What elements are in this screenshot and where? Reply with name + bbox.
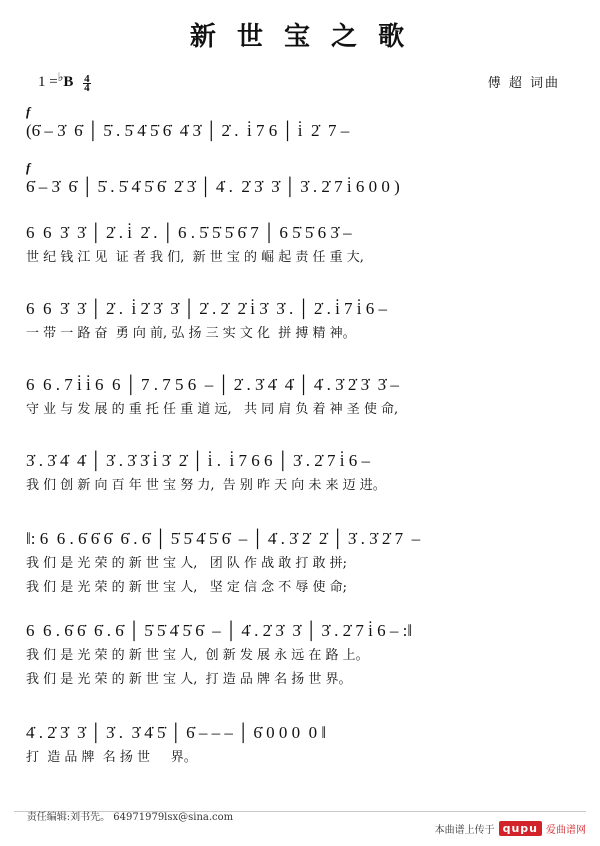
lyrics-line: 打 造 品 牌 名 扬 世 界。 — [26, 750, 197, 765]
meter-numerator: 4 — [84, 73, 90, 86]
system-coda — [26, 722, 574, 768]
key-accidental: ♭ — [57, 70, 64, 84]
dynamic-marking-f: f — [26, 104, 31, 119]
dynamic-marking-f: f — [26, 160, 31, 175]
notation-line: 6 6 . 6̇ 6̇ 6̇ . 6̇ │ 5̇ 5̇ 4̇ 5̇ 6̇ – │ 4̇ . 2̇ 3̇ 3̇ │ 3̇ . 2̇ 7 i̇ 6 – :‖ — [26, 621, 413, 640]
system-chorus-a — [26, 528, 574, 598]
notation-line: 6 6 3̇ 3̇ │ 2̇ . i̇ 2̇ 3̇ 3̇ │ 2̇ . 2̇ 2̇ i̇ 3̇ 3̇ . │ 2̇ . i̇ 7 i̇ 6 – — [26, 299, 388, 318]
system-chorus-b — [26, 620, 574, 690]
page-title: 新 世 宝 之 歌 — [189, 22, 411, 52]
lyrics-line: 世 纪 钱 江 见 证 者 我 们, 新 世 宝 的 崛 起 责 任 重 大, — [26, 250, 364, 265]
lyrics-line-verse2: 我 们 是 光 荣 的 新 世 宝 人, 坚 定 信 念 不 辱 使 命; — [26, 580, 348, 595]
notation-line: 4̇ . 2̇ 3̇ 3̇ │ 3̇ . 3̇ 4̇ 5̇ │ 6̇ – – – │ 6̇ 0 0 0 0 ‖ — [26, 723, 327, 742]
editor-name: 刘书先。 — [70, 812, 111, 823]
system-verse-1 — [26, 222, 574, 268]
editor-label: 责任编辑: — [26, 812, 71, 823]
time-signature — [83, 73, 91, 95]
key-letter: B — [63, 74, 74, 90]
upload-label: 本曲谱上传于 — [434, 825, 495, 836]
site-name: 爱曲谱网 — [546, 825, 586, 836]
lyrics-line-verse1: 我 们 是 光 荣 的 新 世 宝 人, 团 队 作 战 敢 打 敢 拼; — [26, 556, 348, 571]
system-intro-2 — [26, 160, 574, 198]
editor-credit — [14, 797, 233, 834]
notation-line: 6 6 3̇ 3̇ │ 2̇ . i̇ 2̇ . │ 6 . 5̇ 5̇ 5̇ 6̇ 7 │ 6 5̇ 5̇ 6 3̇ – — [26, 223, 352, 242]
meter-denominator: 4 — [84, 82, 90, 95]
notation-line: 6 6 . 7 i̇ i̇ 6 6 │ 7 . 7 5 6 – │ 2̇ . 3̇ 4̇ 4̇ │ 4̇ . 3̇ 2̇ 3̇ 3̇ – — [26, 375, 399, 394]
system-verse-4 — [26, 450, 574, 496]
lyrics-line-verse1: 我 们 是 光 荣 的 新 世 宝 人, 创 新 发 展 永 远 在 路 上。 — [26, 648, 369, 663]
notation-line: ‖: 6 6 . 6̇ 6̇ 6̇ 6̇ . 6̇ │ 5̇ 5̇ 4̇ 5̇ 6̇ – │ 4̇ . 3̇ 2̇ 2̇ │ 3̇ . 3̇ 2̇ 7 – — [26, 529, 421, 548]
editor-contact: 64971979lsx@sina.com — [113, 812, 234, 823]
lyrics-line: 我 们 创 新 向 百 年 世 宝 努 力, 告 别 昨 天 向 未 来 迈 进。 — [26, 478, 386, 493]
upload-credit — [435, 821, 586, 836]
lyrics-line: 一 带 一 路 奋 勇 向 前, 弘 扬 三 实 文 化 拼 搏 精 神。 — [26, 326, 356, 341]
lyrics-line-verse2: 我 们 是 光 荣 的 新 世 宝 人, 打 造 品 牌 名 扬 世 界。 — [26, 672, 352, 687]
system-verse-2 — [26, 298, 574, 344]
notation-line: 6̇ – 3̇ 6̇ │ 5̇ . 5̇ 4̇ 5̇ 6̇ 2̇ 3̇ │ 4̇ . 2̇ 3̇ 3̇ │ 3̇ . 2̇ 7 i̇ 6 0 0 ) — [26, 177, 400, 196]
site-logo-icon: qupu — [499, 821, 542, 836]
key-label: 1 = — [38, 74, 58, 90]
notation-line: (6̇ – 3̇ 6̇ │ 5̇ . 5̇ 4̇ 5̇ 6̇ 4̇ 3̇ │ 2̇ . i̇ 7 6 │ i̇ 2̇ 7 – — [26, 121, 350, 140]
notation-line: 3̇ . 3̇ 4̇ 4̇ │ 3̇ . 3̇ 3̇ i̇ 3̇ 2̇ │ i̇ . i̇ 7 6 6 │ 3̇ . 2̇ 7 i̇ 6 – — [26, 451, 371, 470]
system-verse-3 — [26, 374, 574, 420]
key-signature — [38, 70, 91, 95]
composer-credit: 傅 超 词曲 — [487, 76, 560, 91]
system-intro-1 — [26, 104, 574, 142]
lyrics-line: 守 业 与 发 展 的 重 托 任 重 道 远, 共 同 肩 负 着 神 圣 使 命, — [26, 402, 399, 417]
